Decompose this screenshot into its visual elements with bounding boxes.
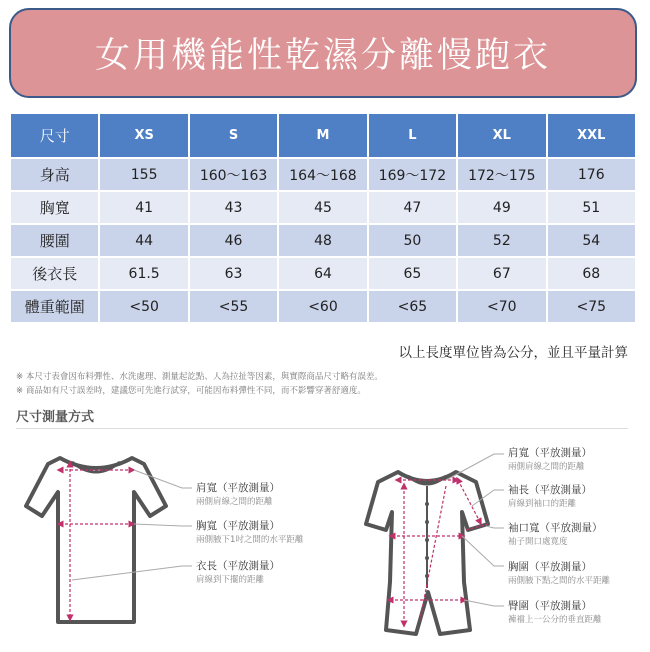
label-title: 肩寬（平放測量） xyxy=(196,482,280,494)
header-cell: S xyxy=(190,114,277,157)
header-cell: M xyxy=(279,114,366,157)
label-title: 胸寬（平放測量） xyxy=(196,520,280,532)
table-cell: 54 xyxy=(548,225,635,256)
header-cell: 尺寸 xyxy=(11,114,98,157)
unit-note: 以上長度單位皆為公分，並且平量計算 xyxy=(398,345,628,361)
table-cell: 68 xyxy=(548,258,635,289)
note-line: ※ 商品如有尺寸誤差時，建議您可先進行試穿，可能因布料彈性不同，而不影響穿著舒適度。 xyxy=(16,386,366,396)
table-cell: <50 xyxy=(100,291,187,322)
table-cell: 67 xyxy=(458,258,545,289)
size-table xyxy=(9,112,637,324)
tshirt-outline xyxy=(26,458,166,622)
label-romper-shoulder xyxy=(508,446,592,474)
label-desc: 肩線到袖口的距離 xyxy=(508,499,577,509)
label-title: 胸圍（平放測量） xyxy=(508,561,592,573)
header-cell: XL xyxy=(458,114,545,157)
table-cell: 172～175 xyxy=(458,159,545,190)
table-cell: 64 xyxy=(279,258,366,289)
table-cell: 48 xyxy=(279,225,366,256)
label-romper-chest xyxy=(508,560,610,588)
table-row xyxy=(11,258,635,289)
label-desc: 褲襠上一公分的垂直距離 xyxy=(508,615,602,625)
row-label: 後衣長 xyxy=(11,258,98,289)
table-row xyxy=(11,225,635,256)
romper-illustration xyxy=(366,454,504,634)
table-cell: <65 xyxy=(369,291,456,322)
table-cell: <55 xyxy=(190,291,277,322)
label-desc: 兩側肩線之間的距離 xyxy=(196,497,273,507)
table-cell: 164～168 xyxy=(279,159,366,190)
table-cell: 160～163 xyxy=(190,159,277,190)
page-title: 女用機能性乾濕分離慢跑衣 xyxy=(94,36,551,76)
header-cell: L xyxy=(369,114,456,157)
table-row xyxy=(11,192,635,223)
header-cell: XS xyxy=(100,114,187,157)
table-cell: 169～172 xyxy=(369,159,456,190)
table-cell: 41 xyxy=(100,192,187,223)
size-notes xyxy=(16,370,383,398)
table-cell: 63 xyxy=(190,258,277,289)
label-desc: 肩線到下擺的距離 xyxy=(196,575,265,585)
table-cell: 43 xyxy=(190,192,277,223)
table-cell: 45 xyxy=(279,192,366,223)
table-cell: 46 xyxy=(190,225,277,256)
table-cell: 155 xyxy=(100,159,187,190)
label-romper-cuff xyxy=(508,521,603,549)
table-cell: 61.5 xyxy=(100,258,187,289)
table-cell: <60 xyxy=(279,291,366,322)
table-cell: 65 xyxy=(369,258,456,289)
row-label: 胸寬 xyxy=(11,192,98,223)
row-label: 腰圍 xyxy=(11,225,98,256)
table-cell: 47 xyxy=(369,192,456,223)
label-desc: 兩側肩線之間的距離 xyxy=(508,462,585,472)
table-cell: 176 xyxy=(548,159,635,190)
note-line: ※ 本尺寸表會因布料彈性、水洗處理、測量起訖點、人為拉扯等因素，與實際商品尺寸略有誤差。 xyxy=(16,372,383,382)
table-cell: 52 xyxy=(458,225,545,256)
label-title: 袖長（平放測量） xyxy=(508,484,592,496)
label-title: 肩寬（平放測量） xyxy=(508,447,592,459)
label-title: 臀圍（平放測量） xyxy=(508,600,592,612)
label-desc: 兩側腋下點之間的水平距離 xyxy=(508,576,611,586)
romper-cuff-leader xyxy=(486,526,504,528)
romper-hip-leader xyxy=(464,600,504,606)
row-label: 體重範圍 xyxy=(11,291,98,322)
label-romper-sleeve xyxy=(508,483,592,511)
chest-leader xyxy=(134,524,192,526)
header-cell: XXL xyxy=(548,114,635,157)
table-cell: 44 xyxy=(100,225,187,256)
label-shoulder-width xyxy=(196,481,280,509)
label-desc: 兩側腋下1吋之間的水平距離 xyxy=(196,535,304,545)
label-desc: 袖子開口處寬度 xyxy=(508,537,568,547)
table-row xyxy=(11,159,635,190)
table-cell: <75 xyxy=(548,291,635,322)
label-title: 袖口寬（平放測量） xyxy=(508,522,603,534)
table-cell: 51 xyxy=(548,192,635,223)
section-divider xyxy=(16,428,628,429)
tshirt-illustration xyxy=(26,458,192,622)
label-body-length xyxy=(196,559,280,587)
label-title: 衣長（平放測量） xyxy=(196,560,280,572)
table-row xyxy=(11,291,635,322)
table-cell: <70 xyxy=(458,291,545,322)
table-cell: 50 xyxy=(369,225,456,256)
table-cell: 49 xyxy=(458,192,545,223)
romper-chest-leader xyxy=(462,536,504,566)
measure-section-title: 尺寸測量方式 xyxy=(16,410,95,425)
size-table-header xyxy=(11,114,635,157)
label-romper-hip xyxy=(508,599,602,627)
label-chest-width xyxy=(196,519,303,547)
title-banner xyxy=(9,8,637,98)
row-label: 身高 xyxy=(11,159,98,190)
